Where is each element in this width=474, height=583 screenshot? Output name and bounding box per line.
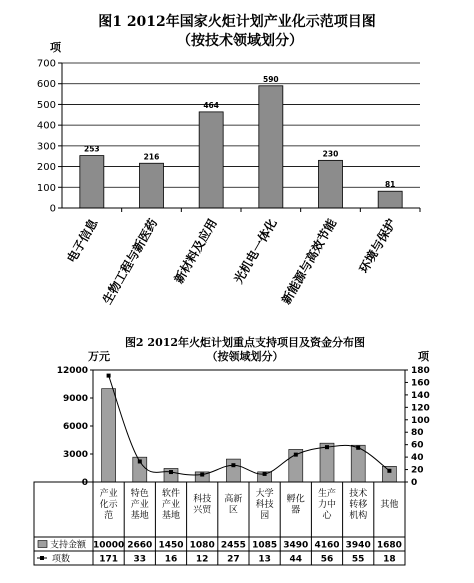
chart2-right-y-ticks bbox=[405, 366, 430, 488]
chart2-line-marker bbox=[294, 453, 298, 457]
chart1-gridlines bbox=[62, 63, 420, 190]
chart2-subtitle: （按领域划分） bbox=[206, 350, 284, 363]
chart2-category-label: 心 bbox=[322, 511, 332, 521]
chart2-table-value-count: 27 bbox=[227, 554, 240, 565]
chart1-y-tick-label: 300 bbox=[36, 141, 56, 153]
chart2-bar bbox=[102, 389, 116, 482]
chart2-right-tick-label: 180 bbox=[411, 366, 430, 376]
chart2-category-label: 产业 bbox=[99, 489, 118, 499]
chart2-category-label: 基地 bbox=[130, 511, 149, 521]
chart2-category-label: 兴贸 bbox=[193, 505, 212, 516]
chart1-data-label: 253 bbox=[84, 144, 100, 154]
chart2-category-label: 孵化 bbox=[286, 494, 305, 505]
chart2-ylabel-left: 万元 bbox=[88, 350, 110, 363]
chart2-line-marker bbox=[356, 446, 360, 450]
chart2-left-tick-label: 12000 bbox=[56, 366, 88, 376]
chart2-line-marker bbox=[107, 374, 111, 378]
chart2-line-series bbox=[107, 374, 392, 477]
chart1-ylabel: 项 bbox=[50, 41, 61, 54]
chart2-line-marker bbox=[169, 470, 173, 474]
chart2-right-tick-label: 0 bbox=[411, 478, 418, 488]
chart1-category-label: 光机电一体化 bbox=[231, 216, 280, 286]
chart2-table-value-amount: 2455 bbox=[220, 540, 246, 551]
chart1-title: 图1 2012年国家火炬计划产业化示范项目图 bbox=[98, 14, 376, 30]
chart1-bar bbox=[199, 112, 223, 208]
chart1-category-label: 环境与保护 bbox=[356, 216, 399, 276]
chart2-table-value-count: 171 bbox=[99, 554, 118, 565]
chart2-category-label: 器 bbox=[291, 505, 301, 516]
chart2-table-value-count: 44 bbox=[289, 554, 303, 565]
chart2-table-value-count: 33 bbox=[133, 554, 147, 565]
chart2-line-marker bbox=[231, 463, 235, 467]
chart2-category-label: 科技 bbox=[193, 494, 212, 505]
chart2-legend-line-name: 项数 bbox=[52, 554, 71, 565]
chart2-category-label: 区 bbox=[228, 505, 238, 516]
chart1 bbox=[37, 13, 420, 307]
chart2-table-value-count: 16 bbox=[164, 554, 178, 565]
chart2-category-label: 大学 bbox=[255, 489, 274, 499]
chart2-line-marker bbox=[263, 472, 267, 476]
chart2-right-tick-label: 140 bbox=[411, 390, 430, 401]
chart2-category-label: 园 bbox=[260, 511, 270, 521]
chart2-ylabel-right: 项 bbox=[418, 350, 429, 363]
chart2 bbox=[34, 335, 430, 565]
chart2-title: 图2 2012年火炬计划重点支持项目及资金分布图 bbox=[124, 336, 366, 349]
chart2-category-label: 转移 bbox=[349, 500, 368, 510]
chart1-bar bbox=[378, 191, 402, 208]
chart2-category-label: 范 bbox=[104, 511, 114, 521]
chart2-right-tick-label: 120 bbox=[411, 403, 430, 414]
chart1-bar bbox=[80, 156, 104, 208]
chart2-right-tick-label: 80 bbox=[411, 428, 424, 439]
chart2-left-tick-label: 0 bbox=[81, 478, 88, 488]
chart1-subtitle: （按技术领域划分） bbox=[177, 33, 303, 49]
chart2-category-label: 特色 bbox=[130, 489, 149, 499]
chart1-y-tick-label: 400 bbox=[36, 120, 56, 132]
chart2-right-tick-label: 100 bbox=[411, 415, 430, 426]
chart1-category-label: 电子信息 bbox=[64, 216, 101, 266]
chart2-legend-line-marker bbox=[40, 556, 44, 560]
chart1-y-tick-label: 200 bbox=[36, 162, 56, 174]
chart1-bar bbox=[319, 160, 343, 208]
chart1-category-label: 生物工程与新医药 bbox=[99, 216, 161, 307]
chart2-category-label: 产业 bbox=[161, 500, 181, 510]
chart2-line bbox=[109, 376, 390, 475]
chart2-table-value-count: 12 bbox=[195, 554, 209, 565]
chart1-data-label: 464 bbox=[203, 100, 219, 110]
chart2-category-label: 化示 bbox=[99, 500, 118, 510]
chart2-category-label: 其他 bbox=[380, 500, 399, 510]
chart2-legend-bar-swatch bbox=[38, 541, 47, 548]
chart2-right-tick-label: 60 bbox=[411, 440, 424, 451]
chart2-line-marker bbox=[325, 445, 329, 449]
chart2-table-value-amount: 10000 bbox=[92, 540, 125, 551]
chart2-legend-bar-name: 支持金额 bbox=[50, 540, 87, 551]
chart2-left-y-ticks bbox=[57, 366, 93, 488]
chart1-category-label: 新材料及应用 bbox=[171, 216, 220, 286]
chart2-line-marker bbox=[138, 459, 142, 463]
chart2-table-value-amount: 3940 bbox=[345, 540, 371, 551]
chart2-table-value-amount: 4160 bbox=[314, 540, 340, 551]
chart1-y-tick-label: 500 bbox=[36, 99, 56, 111]
chart2-right-tick-label: 40 bbox=[411, 453, 424, 464]
chart2-left-tick-label: 9000 bbox=[62, 394, 88, 404]
chart2-bar bbox=[382, 466, 396, 482]
chart2-line-marker bbox=[200, 473, 204, 477]
chart2-right-tick-label: 160 bbox=[411, 378, 430, 389]
chart2-category-label: 生产 bbox=[317, 489, 337, 499]
chart1-y-tick-label: 600 bbox=[36, 79, 56, 91]
chart2-category-label: 技术 bbox=[349, 489, 368, 499]
chart2-data-table bbox=[34, 482, 405, 565]
chart2-table-value-amount: 1085 bbox=[252, 540, 278, 551]
chart1-bar bbox=[140, 163, 164, 208]
chart1-bar bbox=[259, 86, 283, 208]
chart2-table-value-count: 55 bbox=[351, 554, 365, 565]
chart1-data-label: 590 bbox=[263, 74, 279, 84]
chart1-data-labels bbox=[84, 75, 395, 189]
chart2-line-marker bbox=[387, 469, 391, 473]
chart2-table-value-amount: 3490 bbox=[283, 540, 309, 551]
chart1-category-label: 新能源与高效节能 bbox=[278, 216, 340, 307]
chart1-data-label: 81 bbox=[384, 180, 396, 190]
chart2-left-tick-label: 6000 bbox=[62, 422, 88, 432]
chart2-left-tick-label: 3000 bbox=[62, 450, 88, 460]
chart2-table-value-count: 56 bbox=[320, 554, 334, 565]
chart2-table-value-amount: 1680 bbox=[376, 540, 402, 551]
chart2-table-value-amount: 1450 bbox=[158, 540, 184, 551]
chart1-y-tick-label: 0 bbox=[49, 203, 56, 215]
chart2-category-label: 基地 bbox=[161, 511, 181, 521]
chart2-table-value-amount: 2660 bbox=[127, 540, 153, 551]
chart2-table-value-count: 18 bbox=[383, 554, 396, 565]
chart2-category-label: 科技 bbox=[255, 500, 274, 510]
chart2-category-label: 软件 bbox=[161, 489, 181, 499]
chart2-category-label: 高新 bbox=[224, 494, 243, 505]
chart2-category-label: 产业 bbox=[130, 500, 149, 510]
chart2-right-tick-label: 20 bbox=[411, 465, 424, 476]
chart1-category-labels bbox=[63, 215, 398, 307]
chart2-table-value-amount: 1080 bbox=[189, 540, 215, 551]
chart2-category-label: 机构 bbox=[349, 511, 368, 521]
chart2-bar bbox=[226, 459, 240, 482]
chart1-y-ticks bbox=[37, 59, 62, 215]
chart1-y-tick-label: 100 bbox=[36, 182, 56, 194]
chart2-category-label: 力中 bbox=[317, 500, 337, 510]
chart1-data-label: 216 bbox=[143, 152, 160, 162]
chart2-table-value-count: 13 bbox=[258, 554, 271, 565]
chart1-data-label: 230 bbox=[322, 149, 339, 159]
chart1-y-tick-label: 700 bbox=[36, 58, 56, 70]
